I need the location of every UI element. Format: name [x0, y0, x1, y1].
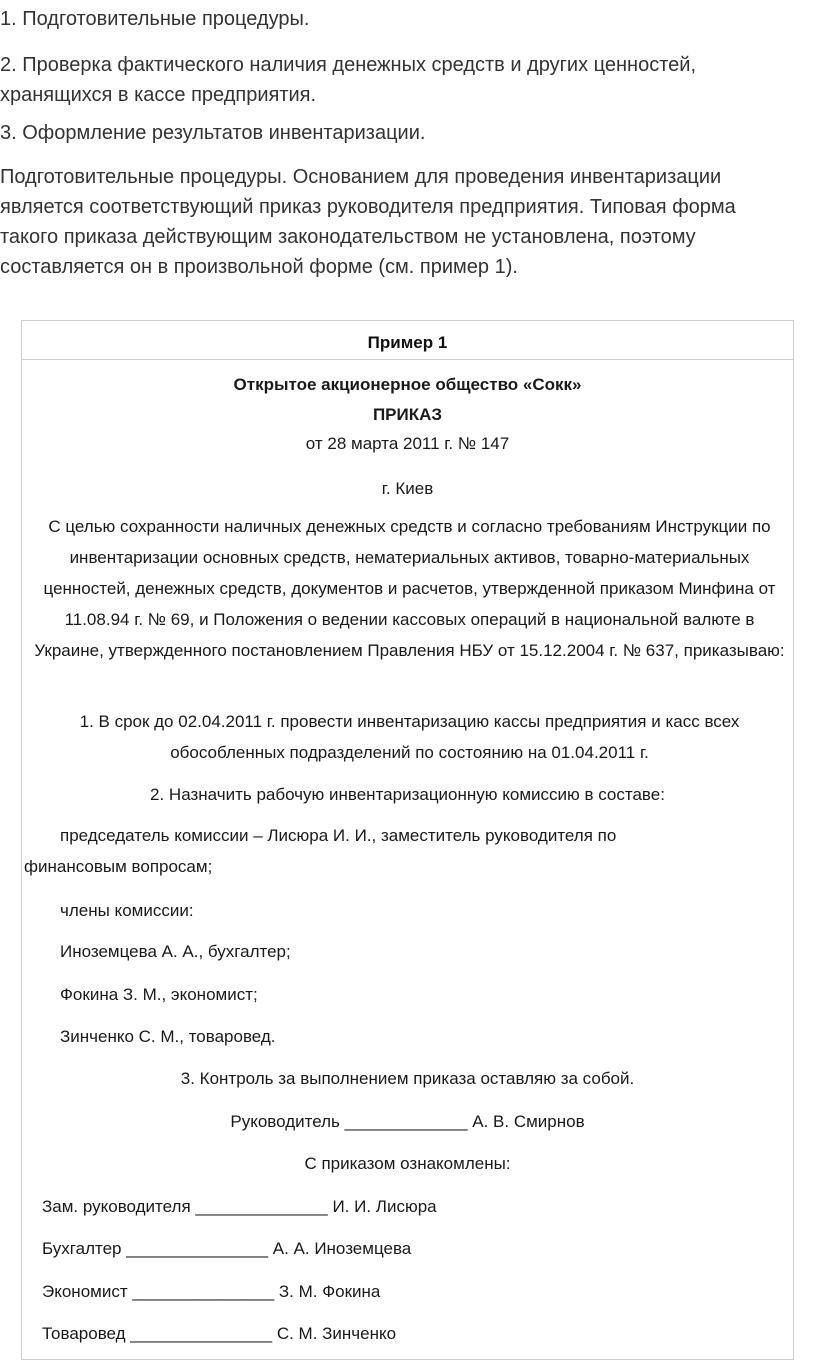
intro-item-3: 3. Оформление результатов инвентаризации. — [0, 122, 426, 144]
commission-chair-continued: финансовым вопросам; — [24, 857, 213, 876]
order-date-number: от 28 марта 2011 г. № 147 — [305, 434, 510, 453]
signature-line-4: Товаровед _______________ С. М. Зинченко — [42, 1324, 397, 1343]
director-signature: Руководитель _____________ А. В. Смирнов — [230, 1112, 585, 1131]
member-2: Фокина З. М., экономист; — [60, 985, 258, 1004]
company-name: Открытое акционерное общество «Сокк» — [233, 375, 582, 394]
signature-line-2: Бухгалтер _______________ А. А. Иноземцева — [42, 1239, 412, 1258]
intro-item-2: 2. Проверка фактического наличия денежных средств и других ценностей, хранящихся в кассе предприятия. — [0, 54, 697, 106]
order-item-1: 1. В срок до 02.04.2011 г. провести инвентаризацию кассы предприятия и касс всех обособленных подразделений по состоянию на 01.04.2011 г. — [79, 712, 740, 762]
intro-item-1: 1. Подготовительные процедуры. — [0, 8, 310, 30]
order-item-3: 3. Контроль за выполнением приказа оставляю за собой. — [180, 1069, 635, 1088]
document-type: ПРИКАЗ — [372, 405, 443, 424]
example-title: Пример 1 — [367, 333, 448, 352]
member-3: Зинченко С. М., товаровед. — [60, 1027, 276, 1046]
example-header — [22, 321, 793, 360]
example-box — [21, 320, 794, 1360]
signature-line-1: Зам. руководителя ______________ И. И. Лисюра — [42, 1197, 437, 1216]
commission-chair: председатель комиссии – Лисюра И. И., заместитель руководителя по — [60, 826, 617, 845]
order-city: г. Киев — [381, 479, 434, 498]
acquainted-label: С приказом ознакомлены: — [304, 1154, 511, 1173]
members-label: члены комиссии: — [60, 901, 194, 920]
intro-paragraph: Подготовительные процедуры. Основанием для проведения инвентаризации является соответствующий приказ руководителя предприятия. Типовая форма такого приказа действующим законодательством не установлена, поэтому составляется он в произвольной форме (см. пример 1). — [0, 166, 736, 278]
order-preamble: С целью сохранности наличных денежных средств и согласно требованиям Инструкции по инвентаризации основных средств, нематериальных активов, товарно-материальных ценностей, денежных средств, документов и расчетов, утвержденной приказом Минфина от 11.08.94 г. № 69, и Положения о ведении кассовых операций в национальной валюте в Украине, утвержденного постановлением Правления НБУ от 15.12.2004 г. № 637, приказываю: — [34, 517, 785, 660]
order-item-2: 2. Назначить рабочую инвентаризационную комиссию в составе: — [150, 785, 665, 804]
member-1: Иноземцева А. А., бухгалтер; — [60, 942, 291, 961]
signature-line-3: Экономист _______________ З. М. Фокина — [42, 1282, 381, 1301]
